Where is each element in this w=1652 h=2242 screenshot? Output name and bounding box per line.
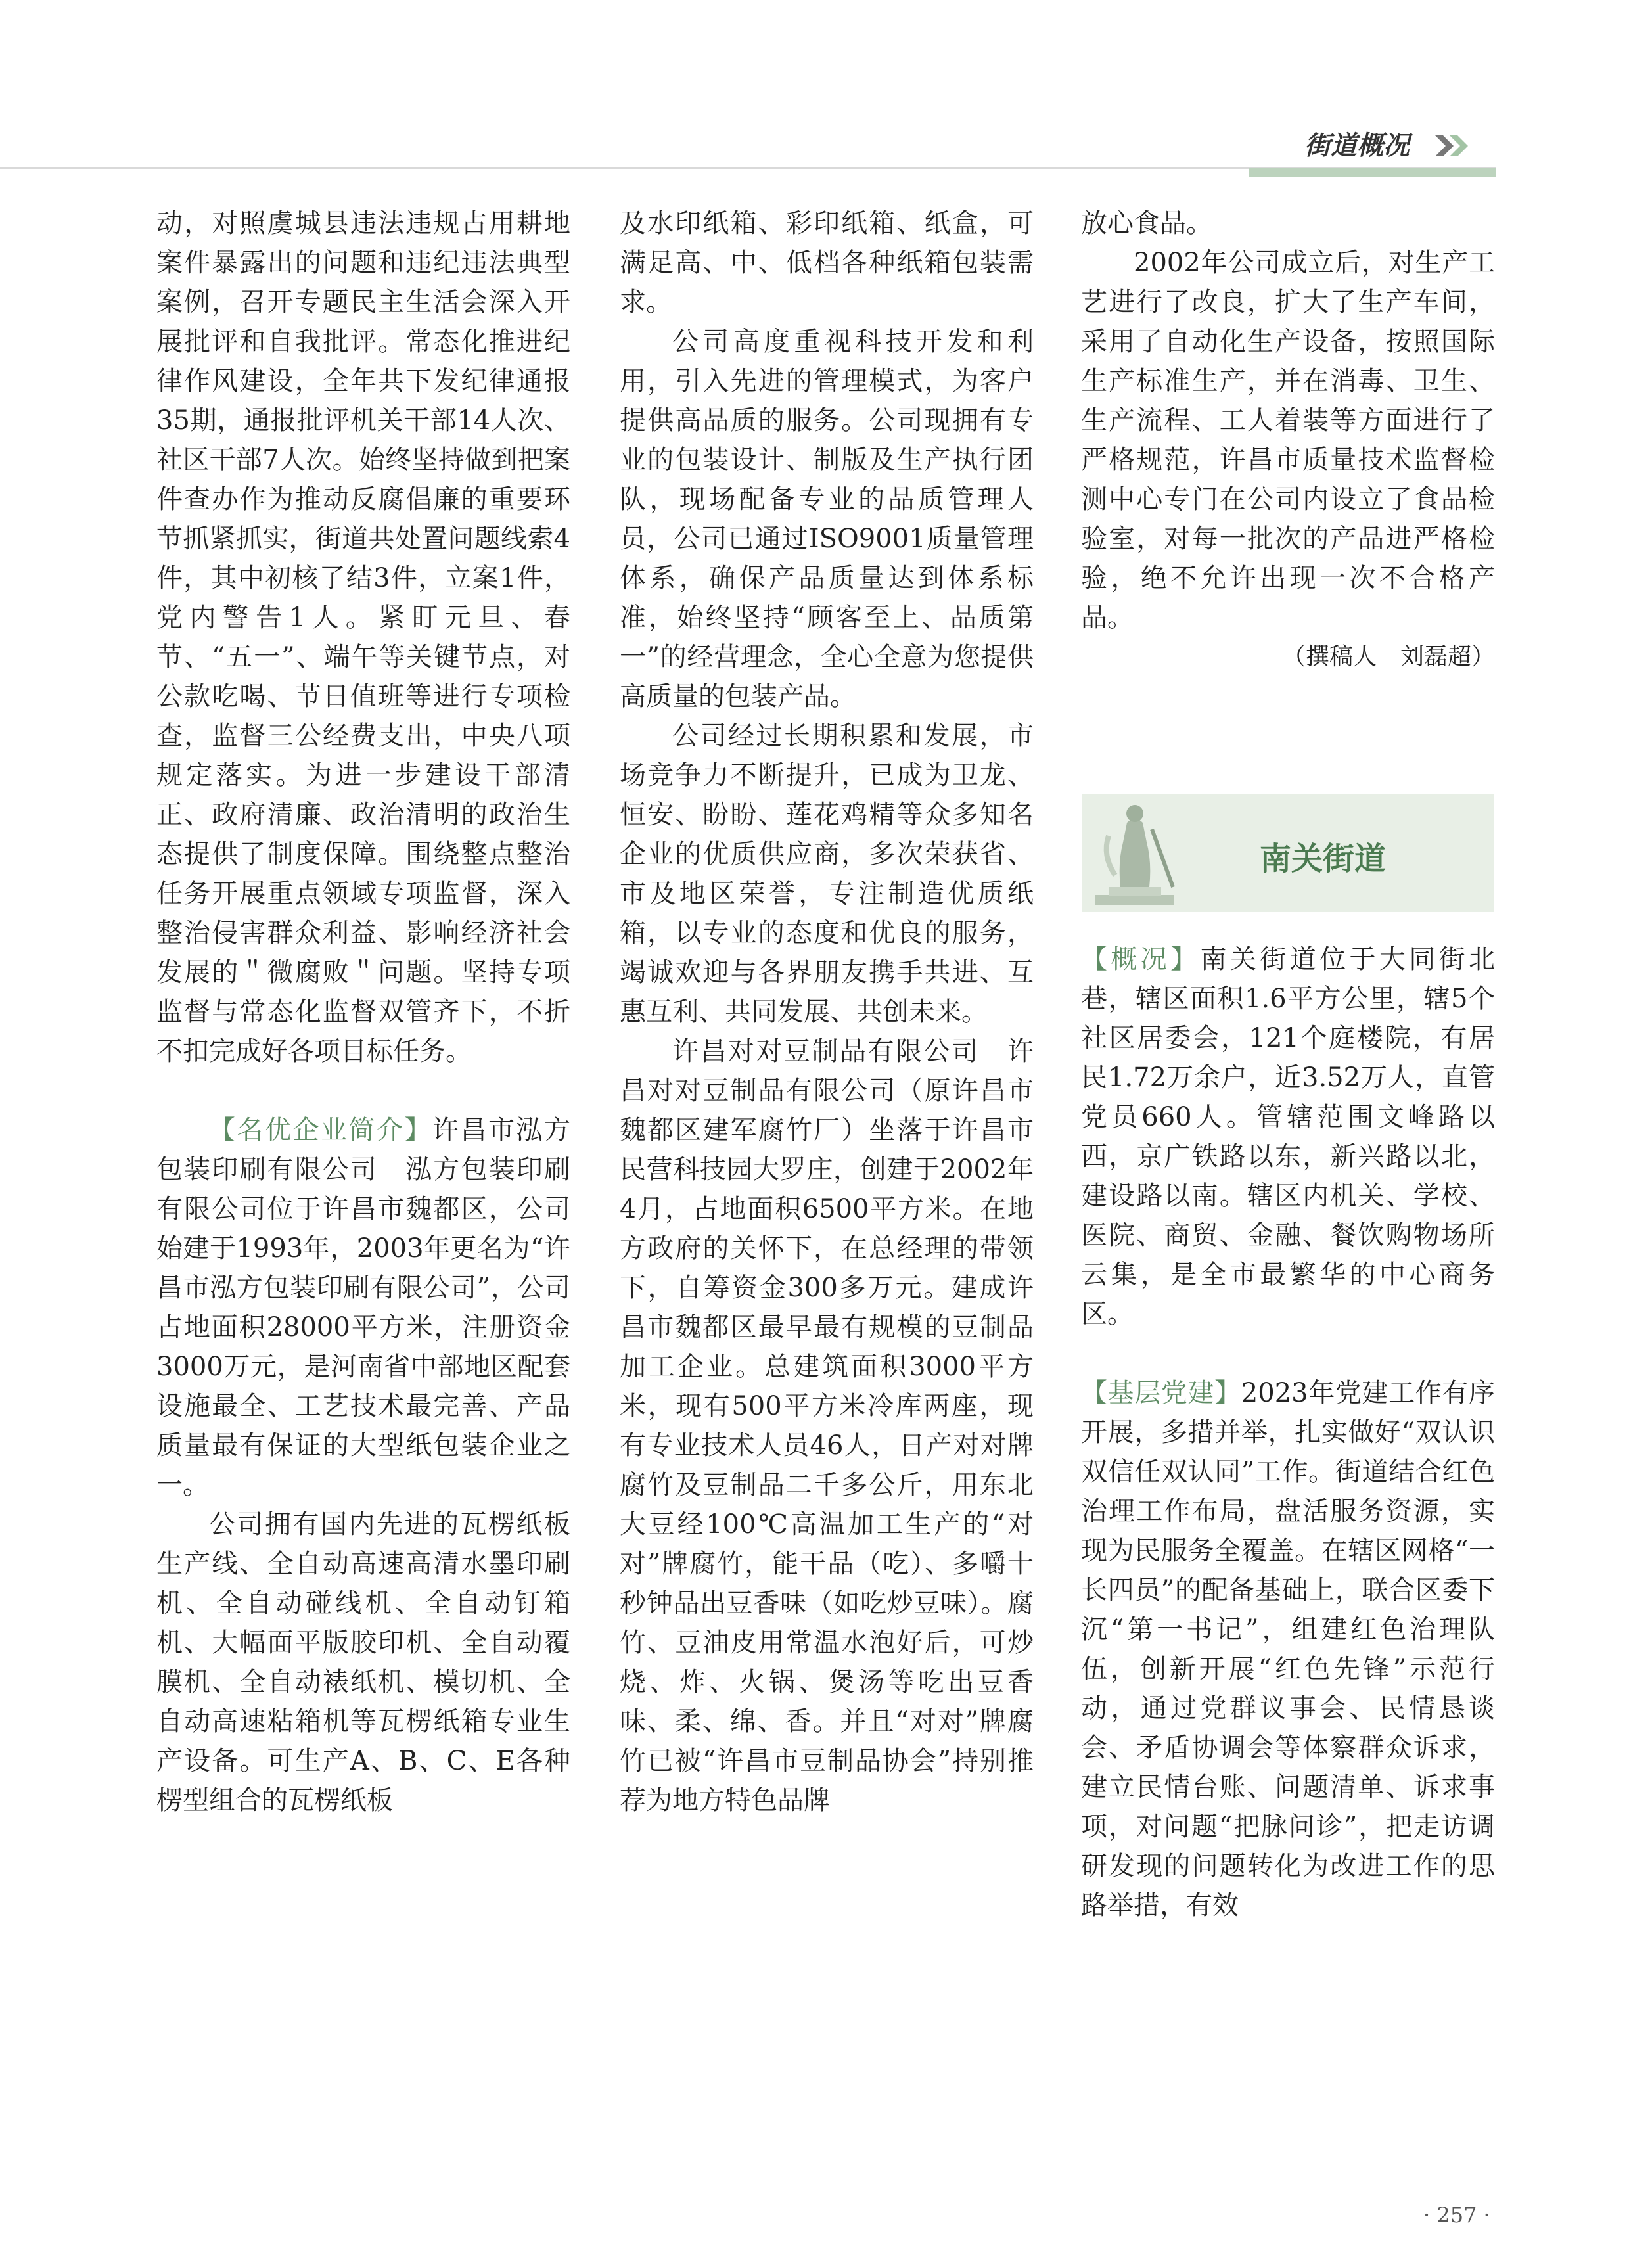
paragraph	[1081, 940, 1495, 1334]
statue-icon	[1089, 796, 1201, 909]
page-number: · 257 ·	[1423, 2203, 1490, 2228]
paragraph-text: 2023年党建工作有序开展，多措并举，扎实做好“双认识双信任双认同”工作。街道结合红色治理工作布局，盘活服务资源，实现为民服务全覆盖。在辖区网格“一长四员”的配备基础上，联合区委下沉“第一书记”，组建红色治理队伍，创新开展“红色先锋”示范行动，通过党群议事会、民情恳谈会、矛盾协调会等体察群众诉求，建立民情台账、问题清单、诉求事项，对问题“把脉问诊”，把走访调研发现的问题转化为改进工作的思路举措，有效	[1081, 1378, 1496, 1921]
paragraph: 公司拥有国内先进的瓦楞纸板生产线、全自动高速高清水墨印刷机、全自动碰线机、全自动钉箱机、大幅面平版胶印机、全自动覆膜机、全自动裱纸机、模切机、全自动高速粘箱机等瓦楞纸箱专业生产设备。可生产A、B、C、E各种楞型组合的瓦楞纸板	[156, 1509, 570, 1816]
column-3-lower	[1081, 940, 1495, 1925]
paragraph	[156, 1110, 570, 1505]
paragraph: 放心食品。	[1081, 208, 1212, 239]
paragraph: 2002年公司成立后，对生产工艺进行了改良，扩大了生产车间，采用了自动化生产设备，按照国际生产标准生产，并在消毒、卫生、生产流程、工人着装等方面进行了严格规范，许昌市质量技术监督检测中心专门在公司内设立了食品检验室，对每一批次的产品进严格检验，绝不允许出现一次不合格产品。	[1081, 248, 1495, 633]
byline: （撰稿人 刘磊超）	[1281, 643, 1495, 670]
column-3	[1081, 204, 1495, 677]
paragraph: 动，对照虞城县违法违规占用耕地案件暴露出的问题和违纪违法典型案例，召开专题民主生活会深入开展批评和自我批评。常态化推进纪律作风建设，全年共下发纪律通报35期，通报批评机关干部14人次、社区干部7人次。始终坚持做到把案件查办作为推动反腐倡廉的重要环节抓紧抓实，街道共处置问题线索4件，其中初核了结3件，立案1件，党内警告1人。紧盯元旦、春节、“五一”、端午等关键节点，对公款吃喝、节日值班等进行专项检查，监督三公经费支出，中央八项规定落实。为进一步建设干部清正、政府清廉、政治清明的政治生态提供了制度保障。围绕整点整治任务开展重点领域专项监督，深入整治侵害群众利益、影响经济社会发展的＂微腐败＂问题。坚持专项监督与常态化监督双管齐下，不折不扣完成好各项目标任务。	[156, 208, 570, 1066]
section-heading-box	[1082, 794, 1494, 912]
section-tag: 【基层党建】	[1081, 1378, 1241, 1408]
running-header-title: 街道概况	[1304, 131, 1410, 161]
section-tag: 【名优企业简介】	[209, 1115, 432, 1145]
header-band	[1249, 168, 1496, 177]
paragraph-text: 许昌市泓方包装印刷有限公司 泓方包装印刷有限公司位于许昌市魏都区，公司始建于1993年，2003年更名为“许昌市泓方包装印刷有限公司”，公司占地面积28000平方米，注册资金3000万元，是河南省中部地区配套设施最全、工艺技术最完善、产品质量最有保证的大型纸包装企业之一。	[156, 1115, 570, 1500]
section-title: 南关街道	[1260, 840, 1387, 877]
paragraph: 公司高度重视科技开发和利用，引入先进的管理模式，为客户提供高品质的服务。公司现拥有专业的包装设计、制版及生产执行团队，现场配备专业的品质管理人员，公司已通过ISO9001质量管理体系，确保产品质量达到体系标准，始终坚持“顾客至上、品质第一”的经营理念，全心全意为您提供高质量的包装产品。	[620, 327, 1034, 712]
paragraph	[1081, 1373, 1495, 1925]
section-tag: 【概况】	[1081, 944, 1201, 974]
paragraph: 及水印纸箱、彩印纸箱、纸盒，可满足高、中、低档各种纸箱包装需求。	[620, 208, 1034, 317]
column-2	[620, 204, 1034, 1820]
paragraph: 公司经过长期积累和发展，市场竞争力不断提升，已成为卫龙、恒安、盼盼、莲花鸡精等众多知名企业的优质供应商，多次荣获省、市及地区荣誉，专注制造优质纸箱，以专业的态度和优良的服务，竭诚欢迎与各界朋友携手共进、互惠互利、共同发展、共创未来。	[620, 721, 1034, 1027]
paragraph-text: 南关街道位于大同街北巷，辖区面积1.6平方公里，辖5个社区居委会，121个庭楼院，有居民1.72万余户，近3.52万人，直管党员660人。管辖范围文峰路以西，京广铁路以东，新兴路以北，建设路以南。辖区内机关、学校、医院、商贸、金融、餐饮购物场所云集，是全市最繁华的中心商务区。	[1081, 944, 1496, 1329]
column-1	[156, 204, 570, 1820]
double-chevron-icon	[1434, 133, 1473, 159]
paragraph: 许昌对对豆制品有限公司 许昌对对豆制品有限公司（原许昌市魏都区建军腐竹厂）坐落于许昌市民营科技园大罗庄，创建于2002年4月，占地面积6500平方米。在地方政府的关怀下，在总经理的带领下，自筹资金300多万元。建成许昌市魏都区最早最有规模的豆制品加工企业。总建筑面积3000平方米，现有500平方米冷库两座，现有专业技术人员46人，日产对对牌腐竹及豆制品二千多公斤，用东北大豆经100℃高温加工生产的“对对”牌腐竹，能干品（吃）、多嚼十秒钟品出豆香味（如吃炒豆味）。腐竹、豆油皮用常温水泡好后，可炒烧、炸、火锅、煲汤等吃出豆香味、柔、绵、香。并且“对对”牌腐竹已被“许昌市豆制品协会”持别推荐为地方特色品牌	[620, 1036, 1034, 1816]
